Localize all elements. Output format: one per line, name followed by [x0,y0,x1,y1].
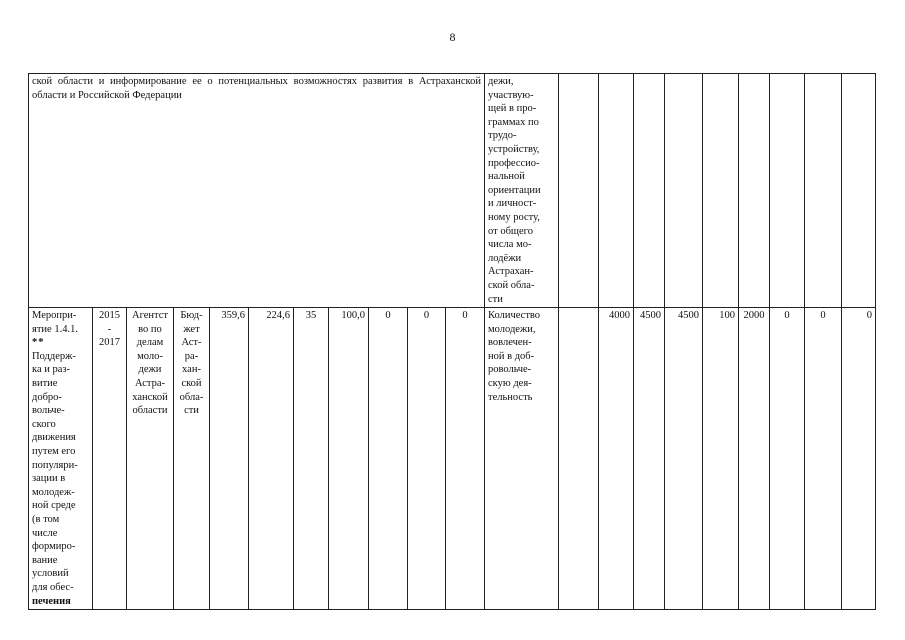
indicator-description-cell: Количество молодежи, вовлечен- ной в доб- ровольче- скую дея- тельность [485,308,559,610]
empty-cell [842,74,876,308]
empty-cell [805,74,842,308]
finance-total-cell: 359,6 [210,308,249,610]
finance-value-cell: 0 [369,308,408,610]
indicator-value-cell: 4500 [634,308,665,610]
empty-cell [703,74,739,308]
finance-2015-cell: 224,6 [249,308,294,610]
finance-value-cell: 0 [408,308,446,610]
event-number: Меропри- ятие 1.4.1. [32,310,78,335]
goal-description-cell: ской области и информирование ее о потенциальных возможностях развития в Астраханской области и Российской Федерации [29,74,485,308]
finance-2017-cell: 100,0 [329,308,369,610]
indicator-value-cell: 2000 [739,308,770,610]
empty-cell [634,74,665,308]
empty-cell [559,74,599,308]
table-row [29,308,876,610]
indicator-value-cell [559,308,599,610]
indicator-value-cell: 4000 [599,308,634,610]
empty-cell [739,74,770,308]
page-number: 8 [449,30,456,44]
program-table [28,73,876,610]
event-description: Поддерж- ка и раз- витие добро- вольче- ского движения путем его популяри- зации в молодеж- ной среде (в том числе формиро- вание условий для обес- [32,350,78,593]
finance-value-cell: 0 [446,308,485,610]
empty-cell [599,74,634,308]
empty-cell [770,74,805,308]
funding-source-cell: Бюд- жет Аст- ра- хан- ской обла- сти [174,308,210,610]
indicator-value-cell: 100 [703,308,739,610]
indicator-description-cell: дежи, участвую- щей в про- граммах по трудо- устройству, профессио- нальной ориентации и личност- ному росту, от общего числа мо- лодёжи Астрахан- ской обла- сти [485,74,559,308]
event-description-tail: печения [32,595,71,607]
period-cell: 2015 - 2017 [93,308,127,610]
indicator-value-cell: 0 [770,308,805,610]
indicator-value-cell: 4500 [665,308,703,610]
indicator-value-cell: 0 [805,308,842,610]
table-row [29,74,876,308]
finance-2016-cell: 35 [294,308,329,610]
executor-cell: Агентст во по делам моло- дежи Астра- ханской области [127,308,174,610]
indicator-value-cell: 0 [842,308,876,610]
event-marker: ** [32,337,45,349]
event-name-cell [29,308,93,610]
empty-cell [665,74,703,308]
